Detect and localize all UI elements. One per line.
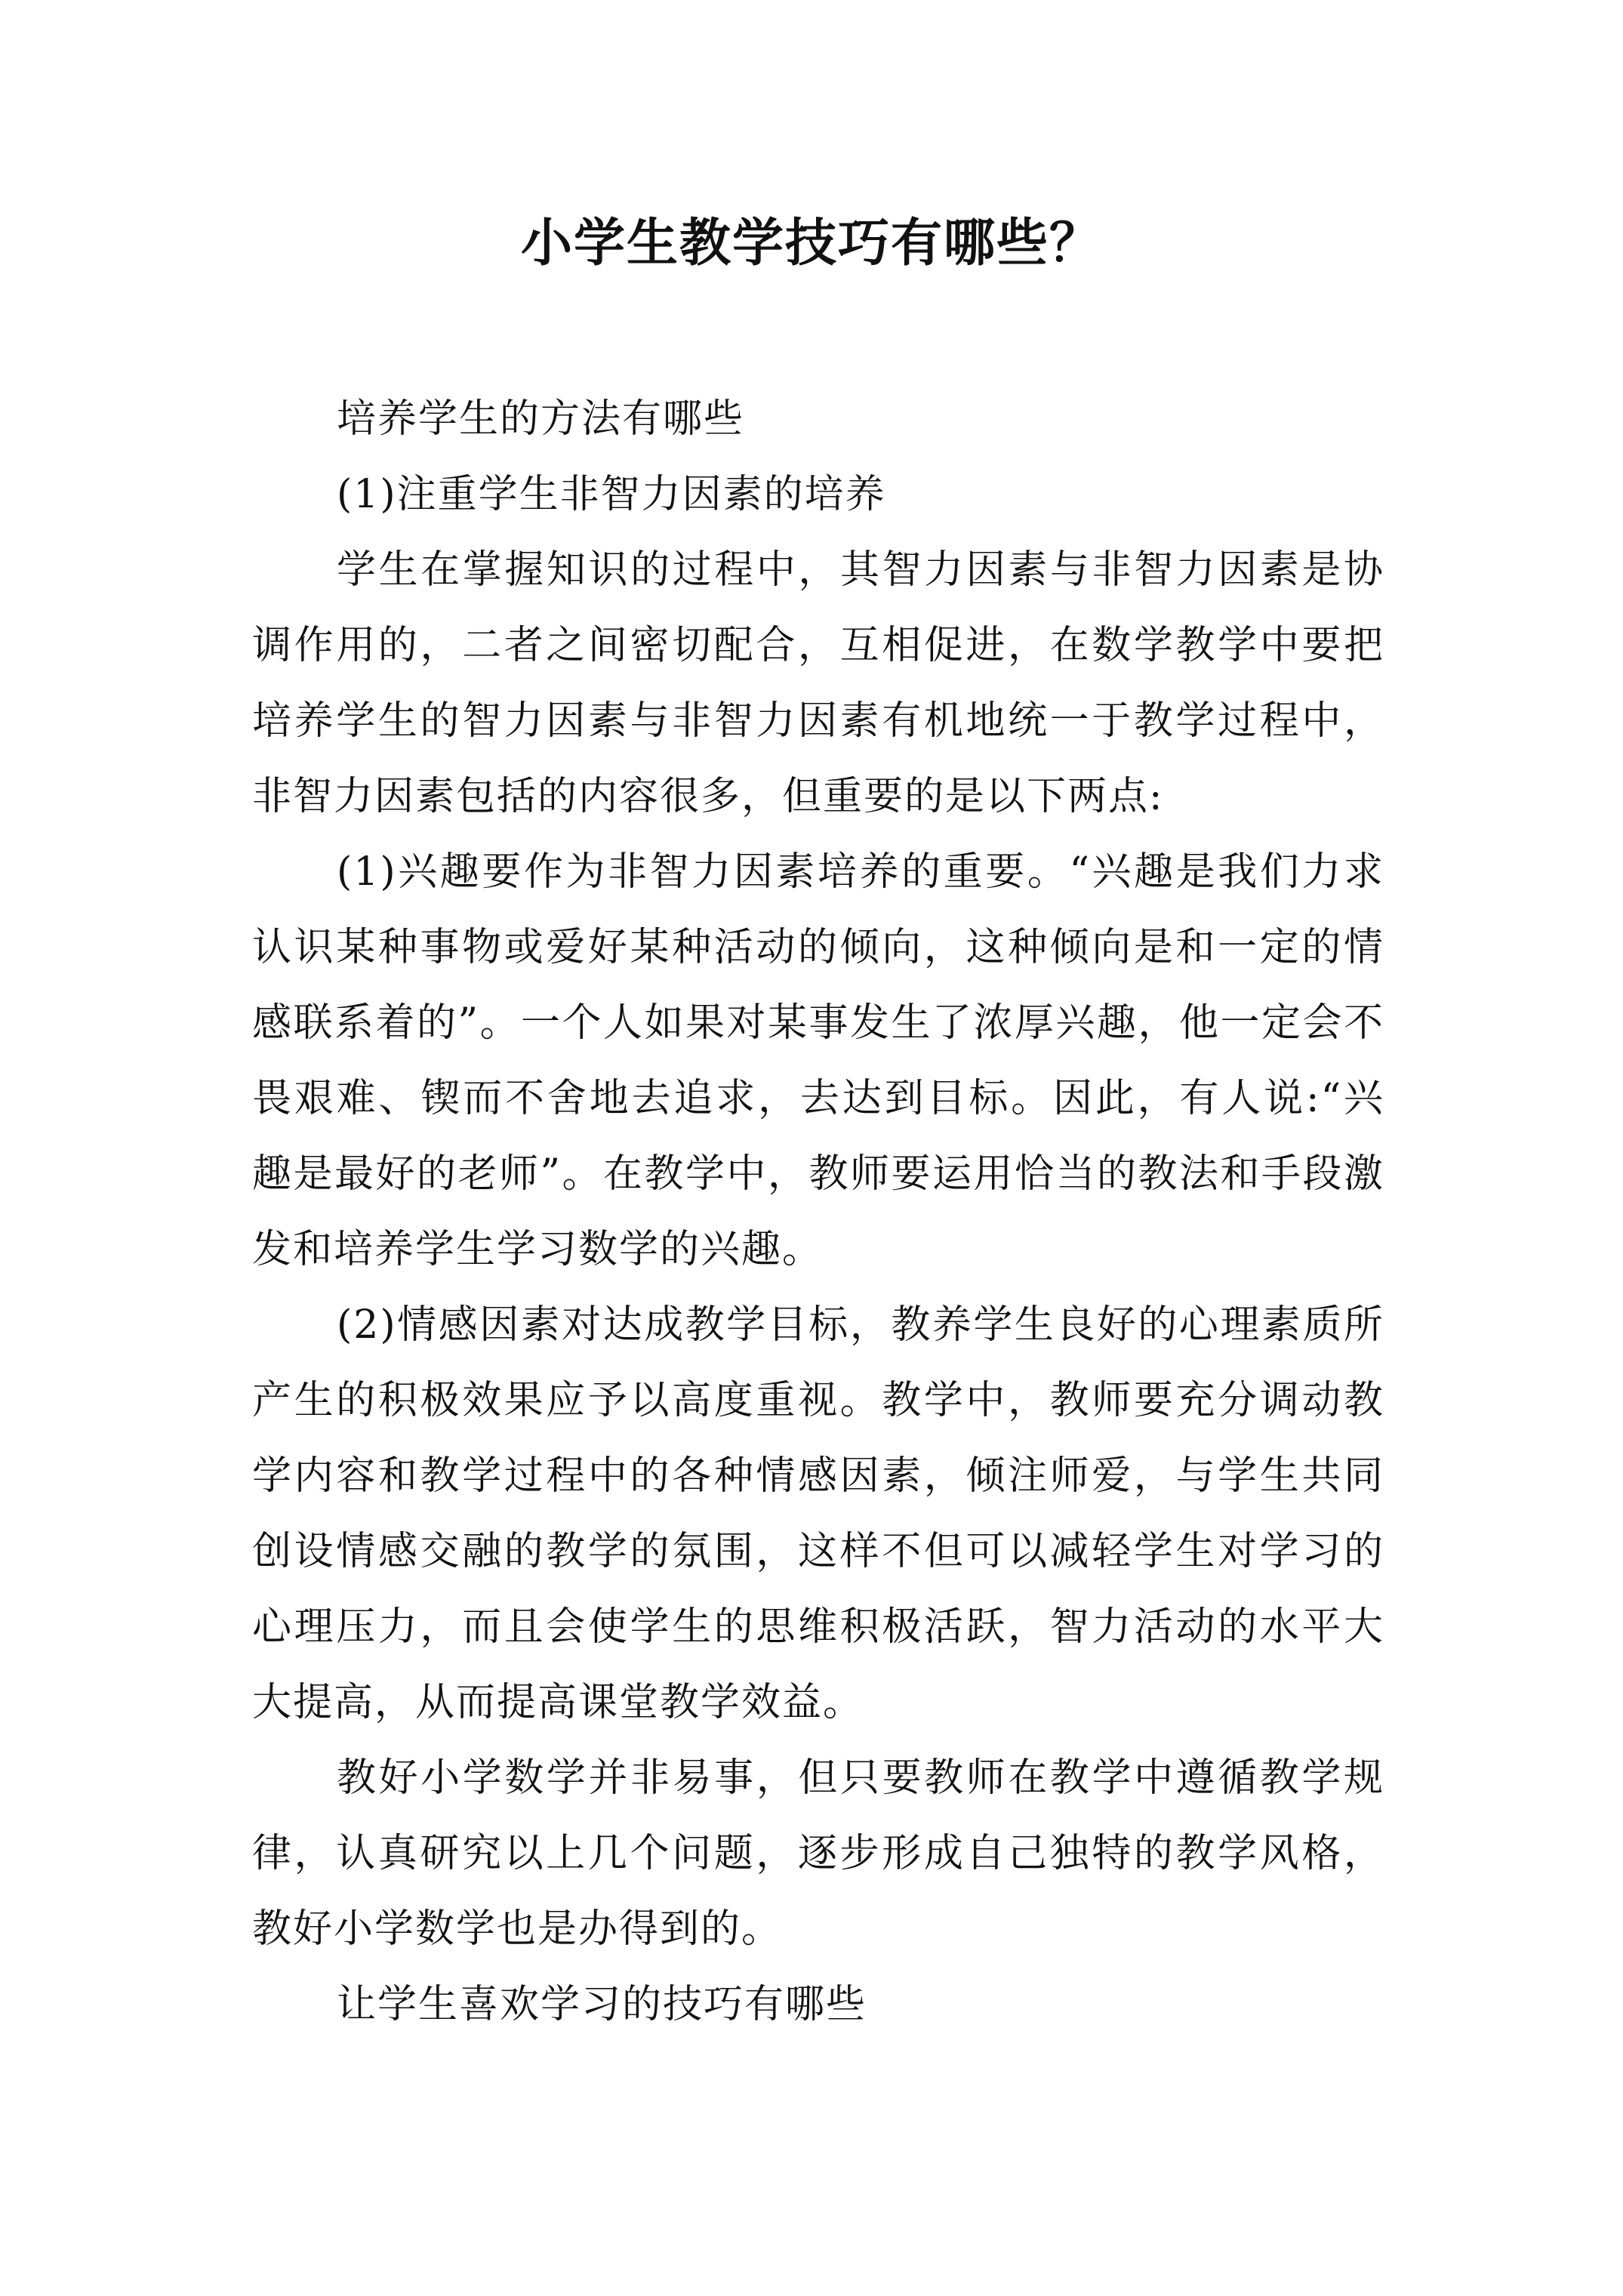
paragraph-subheading-non-intellectual: (1)注重学生非智力因素的培养 bbox=[337, 472, 886, 517]
paragraph-interest: (1)兴趣要作为非智力因素培养的重要。“兴趣是我们力求认识某种事物或爱好某种活动的倾向，这种倾向是和一定的情感联系着的”。一个人如果对某事发生了浓厚兴趣，他一定会不畏艰难、锲而不舍地去追求，去达到目标。因此，有人说:“兴趣是最好的老师”。在教学中，教师要运用恰当的教法和手段激发和培养学生学习数学的兴趣。 bbox=[252, 849, 1384, 1272]
document-body bbox=[252, 381, 1384, 2042]
paragraph-section-heading-methods: 培养学生的方法有哪些 bbox=[337, 396, 745, 442]
paragraph-emotion: (2)情感因素对达成教学目标，教养学生良好的心理素质所产生的积极效果应予以高度重视。教学中，教师要充分调动教学内容和教学过程中的各种情感因素，倾注师爱，与学生共同创设情感交融的教学的氛围，这样不但可以减轻学生对学习的心理压力，而且会使学生的思维积极活跃，智力活动的水平大大提高，从而提高课堂教学效益。 bbox=[252, 1302, 1384, 1725]
paragraph-intellectual-factors: 学生在掌握知识的过程中，其智力因素与非智力因素是协调作用的，二者之间密切配合，互相促进，在数学教学中要把培养学生的智力因素与非智力因素有机地统一于教学过程中，非智力因素包括的内容很多，但重要的是以下两点: bbox=[252, 547, 1384, 819]
paragraph-section-heading-techniques: 让学生喜欢学习的技巧有哪些 bbox=[337, 1982, 867, 2027]
page-title: 小学生教学技巧有哪些？ bbox=[520, 213, 1102, 273]
paragraph-conclusion: 教好小学数学并非易事，但只要教师在教学中遵循教学规律，认真研究以上几个问题，逐步形成自己独特的教学风格，教好小学数学也是办得到的。 bbox=[252, 1755, 1384, 1952]
